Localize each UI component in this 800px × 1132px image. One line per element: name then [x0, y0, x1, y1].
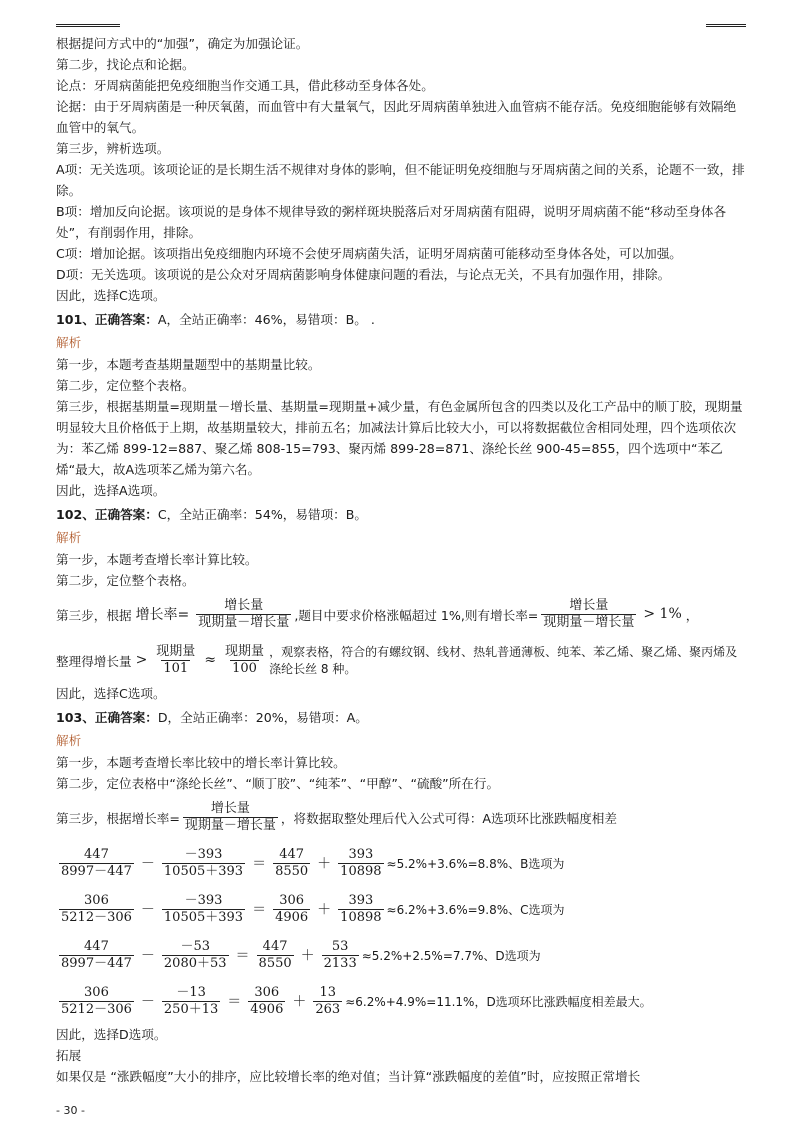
- fraction-denominator: 2080＋53: [163, 955, 227, 971]
- answer-label: 103、正确答案：: [56, 710, 158, 725]
- fraction: [162, 939, 229, 972]
- operator-eq: ＝: [252, 902, 267, 918]
- calculation-row: [56, 978, 746, 1024]
- answer-text: C，全站正确率：54%，易错项：B。: [157, 507, 368, 522]
- fraction-numerator: 306: [84, 984, 109, 1000]
- text-line: 第一步，本题考查增长率比较中的增长率计算比较。: [56, 755, 346, 770]
- calculation-result: ≈6.2%+3.6%=9.8%、C选项为: [386, 902, 565, 917]
- fraction-denominator: 8997－447: [61, 955, 132, 971]
- text-line: 第一步，本题考查基期量题型中的基期量比较。: [56, 357, 321, 372]
- page-number: - 30 -: [56, 1104, 85, 1117]
- fraction: [59, 939, 134, 972]
- fraction: [59, 893, 134, 926]
- operator-minus: －: [140, 994, 155, 1010]
- fraction-numerator: 增长量: [210, 800, 250, 816]
- calculation-row: [56, 886, 746, 932]
- text-line: 第三步，辨析选项。: [56, 141, 170, 156]
- fraction: [162, 847, 245, 880]
- header-rule-left: [56, 24, 120, 27]
- text-line: 第一步，本题考查增长率计算比较。: [56, 552, 258, 567]
- fraction-denominator: 8550: [275, 863, 309, 879]
- fraction-numerator: 306: [279, 892, 305, 908]
- formula-text: ，观察表格，符合的有螺纹钢、线材、热轧普通薄板、纯苯、苯乙烯、聚乙烯、聚丙烯及涤纶长丝 8 种。: [269, 645, 738, 676]
- text-line: 第二步，找论点和论据。: [56, 57, 195, 72]
- fraction: [273, 893, 310, 926]
- operator-plus: ＋: [300, 948, 315, 964]
- section-header-extension: 拓展: [56, 1048, 82, 1063]
- text-line: 第二步，定位表格中“涤纶长丝”、“顺丁胶”、“纯苯”、“甲醇”、“硫酸”所在行。: [56, 776, 500, 791]
- fraction: [338, 893, 383, 926]
- fraction-numerator: 393: [348, 846, 374, 862]
- conclusion-line: 因此，选择A选项。: [56, 483, 166, 498]
- calculation-result: ≈5.2%+2.5%=7.7%、D选项为: [361, 948, 541, 963]
- operator-eq: ＝: [252, 856, 267, 872]
- fraction-denominator: 5212－306: [61, 1001, 132, 1017]
- fraction: [154, 644, 197, 677]
- fraction-numerator: 13: [319, 984, 337, 1000]
- fraction: [183, 801, 278, 834]
- formula-inequality: > 1%: [643, 606, 682, 622]
- fraction-numerator: 增长量: [224, 597, 264, 613]
- header-rule-right: [706, 24, 746, 27]
- formula-text: 第三步，根据增长率=: [56, 810, 180, 826]
- formula-text: ,题目中要求价格涨幅超过 1%,则有增长率=: [294, 607, 539, 623]
- option-a-analysis: A项：无关选项。该项论证的是长期生活不规律对身体的影响，但不能证明免疫细胞与牙周病菌之间的关系，论题不一致，排除。: [56, 162, 745, 198]
- answer-label: 101、正确答案：: [56, 312, 158, 327]
- formula-text: ，将数据取整处理后代入公式可得：A选项环比涨跌幅度相差: [280, 810, 617, 826]
- text-line: 第二步，定位整个表格。: [56, 573, 195, 588]
- fraction: [322, 939, 359, 972]
- calculation-result: ≈6.2%+4.9%=11.1%，D选项环比涨跌幅度相差最大。: [345, 994, 652, 1009]
- operator-plus: ＋: [317, 902, 332, 918]
- formula-approx: ≈: [204, 652, 217, 668]
- conclusion-line: 因此，选择C选项。: [56, 686, 166, 701]
- formula-row: [56, 637, 746, 683]
- fraction-numerator: 306: [254, 984, 280, 1000]
- fraction: [541, 598, 636, 631]
- operator-plus: ＋: [292, 994, 307, 1010]
- section-header-analysis: 解析: [56, 335, 82, 350]
- fraction-denominator: 101: [163, 660, 189, 676]
- fraction: [257, 939, 294, 972]
- calculation-row: [56, 840, 746, 886]
- fraction-denominator: 4906: [275, 909, 309, 925]
- question-103-answer: [56, 706, 746, 730]
- answer-text: A，全站正确率：46%，易错项：B。 .: [157, 312, 375, 327]
- fraction: [59, 985, 134, 1018]
- text-paragraph: 第三步，根据基期量=现期量－增长量、基期量=现期量+减少量，有色金属所包含的四类以及化工产品中的顺丁胶，现期量明显较大且价格低于上期，故基期量较大，排前五名；加减法计算后比较大小，可以将数据截位舍相同处理，四个选项依次为：苯乙烯 899-12=887、聚乙烯 808-15=793、聚丙烯 899-28=871、涤纶长丝 900-45=855，四个选项中“苯乙烯“最大，故A选项苯乙烯为第六名。: [56, 399, 743, 477]
- fraction: [162, 893, 245, 926]
- fraction-denominator: 263: [315, 1001, 341, 1017]
- operator-plus: ＋: [317, 856, 332, 872]
- fraction-denominator: 4906: [250, 1001, 284, 1017]
- fraction-denominator: 10898: [340, 863, 382, 879]
- fraction-denominator: 8997－447: [61, 863, 132, 879]
- page-content: [56, 33, 746, 1087]
- fraction-numerator: 447: [84, 846, 109, 862]
- fraction: [196, 598, 291, 631]
- fraction: [59, 847, 134, 880]
- option-c-analysis: C项：增加论据。该项指出免疫细胞内环境不会使牙周病菌失活，证明牙周病菌可能移动至身体各处，可以加强。: [56, 246, 682, 261]
- fraction-denominator: 8550: [258, 955, 292, 971]
- formula-text: 第三步，根据: [56, 607, 132, 623]
- text-line: 第二步，定位整个表格。: [56, 378, 195, 393]
- operator-minus: －: [140, 902, 155, 918]
- section-header-analysis: 解析: [56, 530, 82, 545]
- text-line: 根据提问方式中的“加强”，确定为加强论证。: [56, 36, 309, 51]
- fraction-denominator: 10505＋393: [163, 863, 244, 879]
- fraction-numerator: 447: [84, 938, 109, 954]
- option-b-analysis: B项：增加反向论据。该项说的是身体不规律导致的粥样斑块脱落后对牙周病菌有阻碍，说明牙周病菌不能“移动至身体各处”，有削弱作用，排除。: [56, 204, 727, 240]
- conclusion-line: 因此，选择C选项。: [56, 288, 166, 303]
- operator-eq: ＝: [227, 994, 242, 1010]
- fraction-denominator: 10898: [340, 909, 382, 925]
- fraction-denominator: 现期量－增长量: [198, 614, 290, 630]
- fraction: [248, 985, 285, 1018]
- fraction: [223, 644, 266, 677]
- answer-label: 102、正确答案：: [56, 507, 158, 522]
- fraction-denominator: 5212－306: [61, 909, 132, 925]
- fraction: [162, 985, 220, 1018]
- fraction-numerator: －13: [176, 984, 206, 1000]
- fraction-numerator: －393: [184, 846, 223, 862]
- fraction-numerator: 447: [262, 938, 288, 954]
- fraction-numerator: －393: [184, 892, 223, 908]
- formula-text: ，: [685, 607, 699, 623]
- option-d-analysis: D项：无关选项。该项说的是公众对牙周病菌影响身体健康问题的看法，与论点无关，不具有加强作用，排除。: [56, 267, 671, 282]
- operator-minus: －: [140, 856, 155, 872]
- formula-lhs: 增长率=: [135, 607, 190, 623]
- question-101-answer: [56, 308, 746, 332]
- calculation-result: ≈5.2%+3.6%=8.8%、B选项为: [386, 856, 565, 871]
- fraction-numerator: 现期量: [225, 643, 265, 659]
- fraction-numerator: 306: [84, 892, 109, 908]
- fraction: [338, 847, 383, 880]
- text-line: 论点：牙周病菌能把免疫细胞当作交通工具，借此移动至身体各处。: [56, 78, 434, 93]
- fraction-denominator: 2133: [323, 955, 357, 971]
- fraction-denominator: 10505＋393: [163, 909, 244, 925]
- fraction: [313, 985, 342, 1018]
- question-102-answer: [56, 503, 746, 527]
- conclusion-line: 因此，选择D选项。: [56, 1027, 167, 1042]
- text-line: 如果仅是 “涨跌幅度”大小的排序，应比较增长率的绝对值；当计算“涨跌幅度的差值”时，应按照正常增长: [56, 1069, 641, 1084]
- calculation-row: [56, 932, 746, 978]
- fraction-denominator: 现期量－增长量: [543, 614, 635, 630]
- fraction-numerator: 现期量: [156, 643, 196, 659]
- fraction-numerator: 增长量: [569, 597, 609, 613]
- formula-row: [56, 591, 746, 637]
- section-header-analysis: 解析: [56, 733, 82, 748]
- fraction-denominator: 100: [232, 660, 257, 676]
- text-evidence: 论据：由于牙周病菌是一种厌氧菌，而血管中有大量氧气，因此牙周病菌单独进入血管病不能存活。免疫细胞能够有效隔绝血管中的氧气。: [56, 99, 737, 135]
- operator-minus: －: [140, 948, 155, 964]
- fraction-numerator: 393: [348, 892, 374, 908]
- fraction-denominator: 250＋13: [163, 1001, 219, 1017]
- fraction: [273, 847, 310, 880]
- fraction-numerator: －53: [180, 938, 210, 954]
- calculation-rows: [56, 840, 746, 1024]
- operator-eq: ＝: [235, 948, 250, 964]
- formula-gt: >: [135, 652, 148, 668]
- fraction-numerator: 53: [331, 938, 349, 954]
- fraction-denominator: 现期量－增长量: [184, 817, 276, 833]
- formula-text: 整理得增长量: [56, 653, 132, 669]
- answer-text: D，全站正确率：20%，易错项：A。: [157, 710, 368, 725]
- fraction-numerator: 447: [279, 846, 305, 862]
- formula-row: [56, 794, 746, 840]
